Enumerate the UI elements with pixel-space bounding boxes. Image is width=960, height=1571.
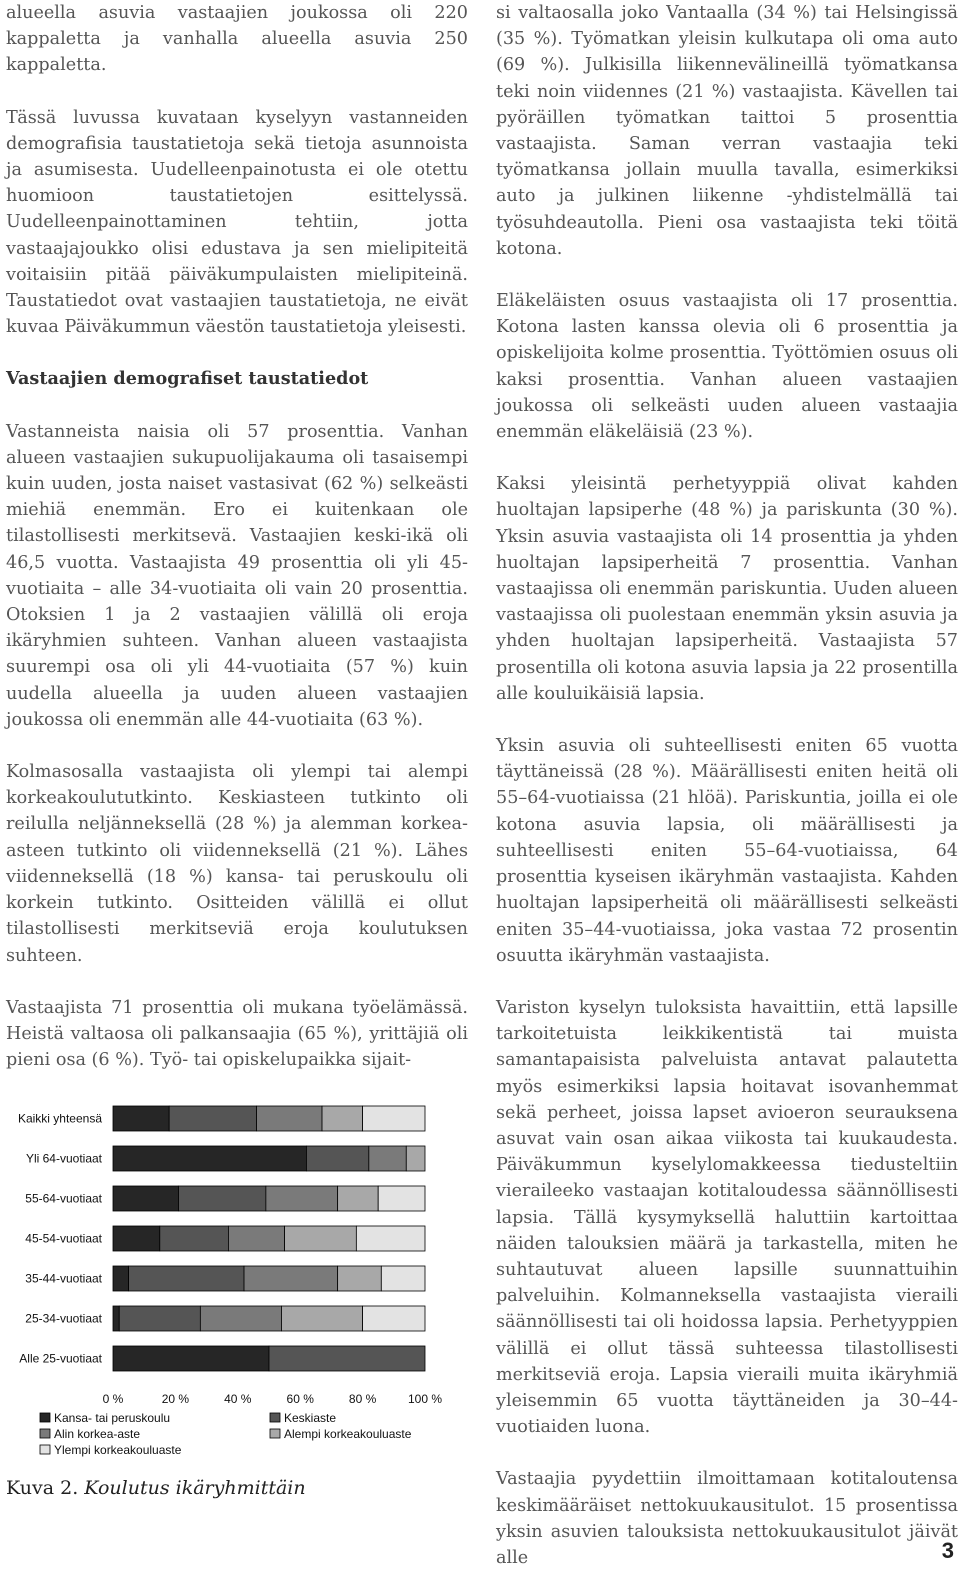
- bar-segment: [356, 1226, 425, 1251]
- category-label: Yli 64-vuotiaat: [25, 1151, 102, 1166]
- paragraph: Tässä luvussa kuvataan kyselyyn vastanneiden demografisia taustatietoja sekä tietoja asunnoista ja asumisesta. Uudelleenpainotusta ei ole otettu huomioon taustatietojen esittelyssä. Uudelleenpainottaminen tehtiin, jotta vastaajajoukko olisi edustava ja sen mielipiteitä voitaisiin pitää päiväkumpulaisten mielipiteinä. Taustatiedot ovat vastaajien taustatietoja, ne eivät kuvaa Päiväkummun väestön taustatietoja yleisesti.: [6, 107, 468, 338]
- caption-label: Kuva 2.: [6, 1477, 79, 1499]
- legend-swatch: [40, 1445, 50, 1454]
- bar-segment: [113, 1106, 169, 1131]
- bar-segment: [257, 1106, 323, 1131]
- x-tick-label: 20 %: [161, 1392, 190, 1406]
- bar-segment: [338, 1266, 382, 1291]
- bar-segment: [369, 1146, 406, 1171]
- bar-segment: [244, 1266, 338, 1291]
- category-label: 45-54-vuotiaat: [25, 1231, 102, 1246]
- legend-swatch: [270, 1429, 280, 1438]
- bar-segment: [129, 1266, 244, 1291]
- bar-segment: [269, 1346, 425, 1371]
- right-column: [496, 0, 958, 1571]
- bar-segment: [266, 1186, 338, 1211]
- paragraph: si valtaosalla joko Vantaalla (34 %) tai Helsingissä (35 %). Työmatkan yleisin kulkutapa oli oma auto (69 %). Julkisilla liikennevälineillä työmatkansa teki noin viidennes (21 %) vastaajista. Kävellen tai pyöräillen työmatkan taittoi 5 prosenttia vastaajista. Saman verran vastaajia teki työmatkansa jollain muulla tavalla, esimerkiksi auto ja julkinen liikenne -yhdistelmällä tai työsuhdeautolla. Pieni osa vastaajista teki töitä kotona.: [496, 3, 958, 259]
- x-tick-label: 60 %: [286, 1392, 314, 1406]
- category-label: Kaikki yhteensä: [17, 1111, 102, 1126]
- caption-title: Koulutus ikäryhmittäin: [84, 1477, 306, 1499]
- bar-segment: [381, 1266, 425, 1291]
- legend-label: Alin korkea-aste: [54, 1427, 141, 1441]
- x-tick-label: 40 %: [224, 1392, 252, 1406]
- bar-segment: [200, 1306, 281, 1331]
- bar-segment: [322, 1106, 363, 1131]
- bar-segment: [285, 1226, 357, 1251]
- category-label: 35-44-vuotiaat: [25, 1271, 102, 1286]
- bar-segment: [378, 1186, 425, 1211]
- legend-label: Alempi korkeakouluaste: [284, 1427, 412, 1441]
- left-column: [6, 0, 468, 1073]
- legend-swatch: [270, 1413, 280, 1422]
- bar-segment: [113, 1266, 129, 1291]
- bar-segment: [160, 1226, 229, 1251]
- bar-segment: [406, 1146, 425, 1171]
- bar-segment: [113, 1306, 119, 1331]
- bar-segment: [169, 1106, 256, 1131]
- paragraph: Kolmasosalla vastaajista oli ylempi tai alempi korkeakoulututkinto. Keskiasteen tutkinto oli reilulla neljänneksellä (28 %) ja alemman korkea-asteen tutkinto oli viidenneksellä (21 %). Lähes viidenneksellä (18 %) kansa- tai peruskoulu oli korkein tutkinto. Ositteiden välillä ei ollut tilastollisesti merkitseviä eroja koulutuksen suhteen.: [6, 762, 468, 966]
- bar-segment: [179, 1186, 266, 1211]
- bar-segment: [338, 1186, 379, 1211]
- page-number: 3: [941, 1538, 954, 1563]
- education-chart: [0, 1085, 470, 1485]
- paragraph: Vastanneista naisia oli 57 prosenttia. Vanhan alueen vastaajien sukupuolijakauma oli tasaisempi kuin uuden, josta naiset vastasivat (62 %) selkeästi miehiä enemmän. Ero ei kuitenkaan ole tilastollisesti merkitsevä. Vastaajien keski-ikä oli 46,5 vuotta. Vastaajista 49 prosenttia oli yli 45-vuotiaita – alle 34-vuotiaita oli vain 20 prosenttia. Otoksien 1 ja 2 vastaajien välillä oli eroja ikäryhmien suhteen. Vanhan alueen vastaajista suurempi osa oli yli 44-vuotiaita (57 %) kuin uudella alueella ja uuden alueen vastaajien joukossa oli enemmän alle 44-vuotiaita (63 %).: [6, 421, 468, 730]
- bar-segment: [228, 1226, 284, 1251]
- paragraph: Vastaajista 71 prosenttia oli mukana työelämässä. Heistä valtaosa oli palkansaajia (65 %), yrittäjiä oli pieni osa (6 %). Työ- tai opiskelupaikka sijait-: [6, 997, 468, 1071]
- x-tick-label: 100 %: [407, 1392, 443, 1406]
- paragraph: alueella asuvia vastaajien joukossa oli 220 kappaletta ja vanhalla alueella asuvia 250 kappaletta.: [6, 3, 468, 76]
- paragraph: Yksin asuvia oli suhteellisesti eniten 65 vuotta täyttäneissä (28 %). Määrällisesti eniten heitä oli 55–64-vuotiaissa (21 hlöä). Pariskuntia, joilla ei ole kotona asuvia lapsia, oli määrällisesti ja suhteellisesti eniten 55–64-vuotiaissa, 64 prosenttia kyseisen ikäryhmän vastaajista. Kahden huoltajan lapsiperheitä oli määrällisesti selkeästi eniten 35–44-vuotiaissa, joka vastaa 72 prosentin osuutta ikäryhmän vastaajista.: [496, 736, 958, 966]
- x-tick-label: 0 %: [102, 1392, 124, 1406]
- bar-segment: [113, 1146, 306, 1171]
- bar-segment: [306, 1146, 368, 1171]
- bar-segment: [363, 1306, 425, 1331]
- bar-segment: [119, 1306, 200, 1331]
- legend-label: Ylempi korkeakouluaste: [54, 1443, 182, 1457]
- category-label: 55-64-vuotiaat: [25, 1191, 102, 1206]
- paragraph: Eläkeläisten osuus vastaajista oli 17 prosenttia. Kotona lasten kanssa olevia oli 6 prosenttia ja opiskelijoita kolme prosenttia. Työttömien osuus oli kaksi prosenttia. Vanhan alueen vastaajien joukossa oli selkeästi uuden alueen vastaajia enemmän eläkeläisiä (23 %).: [496, 291, 958, 443]
- legend-label: Keskiaste: [284, 1411, 337, 1425]
- paragraph: Variston kyselyn tuloksista havaittiin, että lapsille tarkoitetuista leikkikentistä tai muista samantapaisista palveluista antavat palautetta myös esimerkiksi lapsia hoitavat isovanhemmat sekä perheet, joissa lapset avioeron seurauksena asuvat vain osan aikaa viikosta tai kuukaudesta. Päiväkummun kyselylomakkeessa tiedusteltiin vieraileeko vastaajan kotitaloudessa säännöllisesti lapsia. Tällä kysymyksellä haluttiin kartoittaa näiden talouksien määrä ja tarkastella, miten he suhtautuvat alueen lapsille suunnattuihin palveluihin. Kolmanneksella vastaajista vieraili säännöllisesti tai oli hoidossa lapsia. Perhetyyppien välillä ei ollut tässä suhteessa tilastollisesti merkitseviä eroja. Lapsia vieraili muita ikäryhmiä yleisemmin 65 vuotta täyttäneiden ja 30–44-vuotiaiden luona.: [496, 997, 958, 1438]
- bar-segment: [281, 1306, 362, 1331]
- section-heading: Vastaajien demografiset taustatiedot: [6, 368, 369, 390]
- paragraph: Kaksi yleisintä perhetyyppiä olivat kahden huoltajan lapsiperhe (48 %) ja pariskunta (30 %). Yksin asuvia vastaajista oli 14 prosenttia ja yhden huoltajan lapsiperheitä 7 prosenttia. Vanhan vastaajissa oli enemmän pariskuntia. Uuden alueen vastaajissa oli puolestaan enemmän yksin asuvia ja yhden huoltajan lapsiperheitä. Vastaajista 57 prosentilla oli kotona asuvia lapsia ja 22 prosentilla alle kouluikäisiä lapsia.: [496, 474, 958, 704]
- bar-segment: [113, 1186, 179, 1211]
- legend-swatch: [40, 1413, 50, 1422]
- chart-svg: [0, 1085, 470, 1475]
- figure-caption: [6, 1477, 306, 1499]
- legend-swatch: [40, 1429, 50, 1438]
- bar-segment: [363, 1106, 425, 1131]
- bar-segment: [113, 1346, 269, 1371]
- bar-segment: [113, 1226, 160, 1251]
- legend-label: Kansa- tai peruskoulu: [54, 1411, 171, 1425]
- category-label: 25-34-vuotiaat: [25, 1311, 102, 1326]
- category-label: Alle 25-vuotiaat: [19, 1351, 102, 1366]
- x-tick-label: 80 %: [348, 1392, 377, 1406]
- paragraph: Vastaajia pyydettiin ilmoittamaan kotitaloutensa keskimääräiset nettokuukausitulot. 15 prosentissa yksin asuvien talouksista nettokuukausitulot jäivät alle: [496, 1469, 958, 1568]
